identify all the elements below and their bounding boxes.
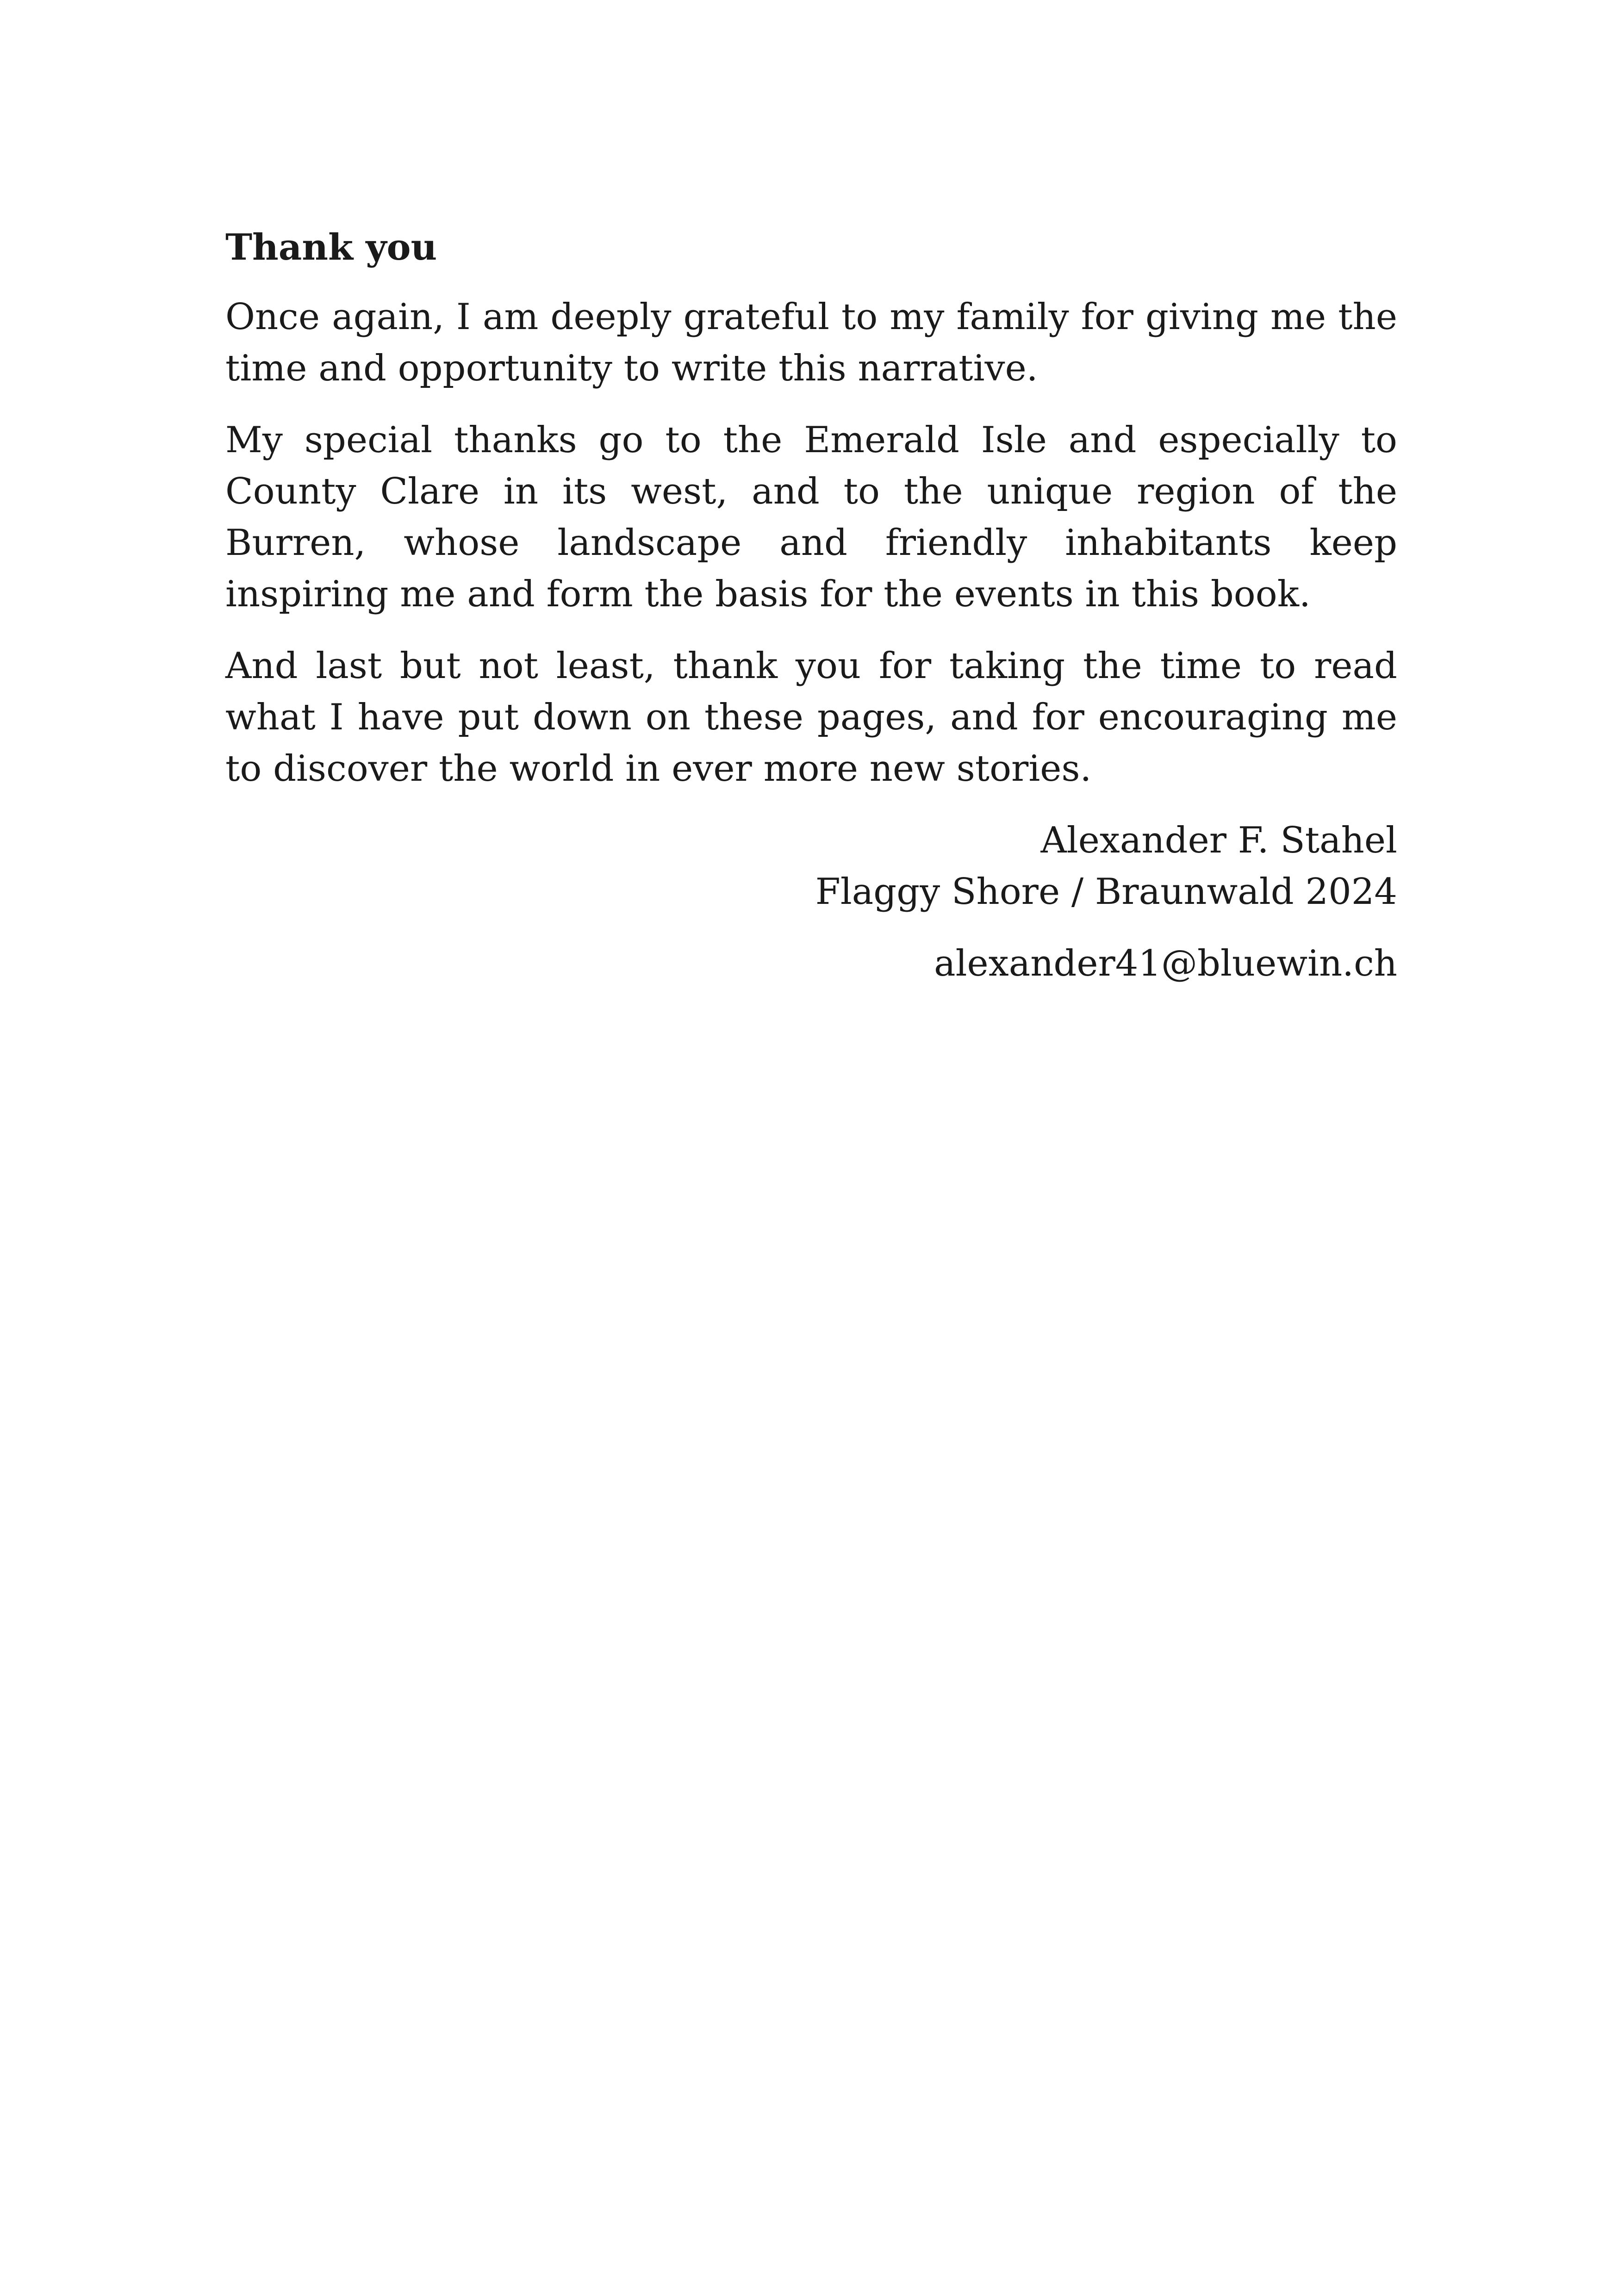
author-email: alexander41@bluewin.ch: [934, 943, 1397, 984]
author-name: Alexander F. Stahel: [1040, 820, 1397, 861]
paragraph-reader-thanks: And last but not least, thank you for taking the time to read what I have put down on these pages, and for encouraging me to discover the world in ever more new stories.: [225, 645, 1397, 790]
paragraph-family-thanks: Once again, I am deeply grateful to my family for giving me the time and opportunity to write this narrative.: [225, 296, 1397, 389]
section-heading: Thank you: [225, 226, 437, 268]
paragraph-ireland-thanks: My special thanks go to the Emerald Isle and especially to County Clare in its west, and to the unique region of the Burren, whose landscape and friendly inhabitants keep inspiring me and form the basis for the events in this book.: [225, 419, 1397, 615]
page-content: [225, 222, 1397, 989]
signature-block: [225, 815, 1397, 989]
place-and-year: Flaggy Shore / Braunwald 2024: [815, 871, 1397, 913]
